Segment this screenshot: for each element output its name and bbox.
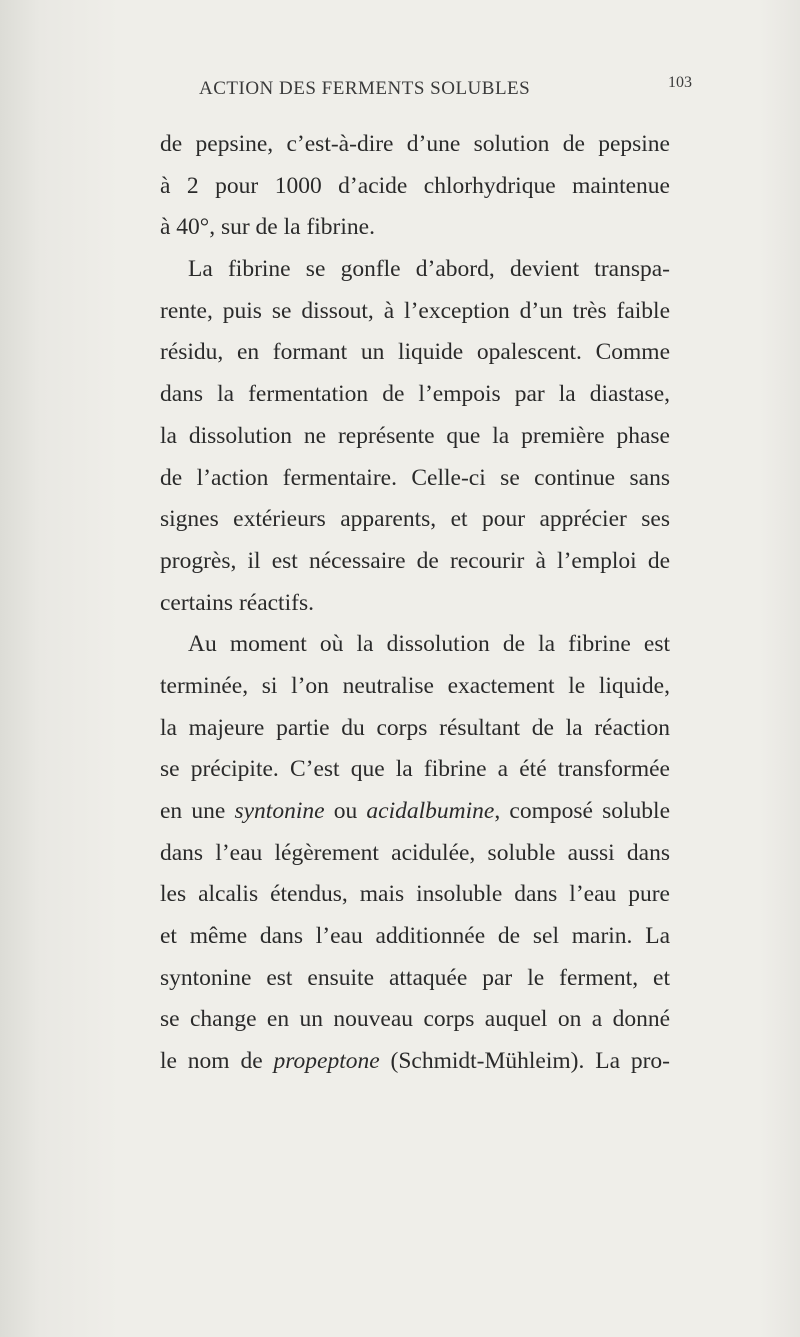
running-title: ACTION DES FERMENTS SOLUBLES <box>199 78 531 99</box>
text-line: à 40°, sur de la fibrine. <box>160 214 375 241</box>
text-line <box>160 1041 670 1083</box>
text-line: dans l’eau légèrement acidulée, soluble aussi dans <box>160 839 670 866</box>
text-line: à 2 pour 1000 d’acide chlorhydrique maintenue <box>160 172 670 199</box>
page-header <box>0 74 800 108</box>
text-line: certains réactifs. <box>160 589 314 616</box>
text-line: syntonine est ensuite attaquée par le ferment, et <box>160 964 670 991</box>
text-line: terminée, si l’on neutralise exactement le liquide, <box>160 672 670 699</box>
text-line: résidu, en formant un liquide opalescent. Comme <box>160 339 670 366</box>
text-line: et même dans l’eau additionnée de sel marin. La <box>160 923 670 950</box>
text-line: La fibrine se gonfle d’abord, devient transpa- <box>188 256 670 283</box>
text-line: les alcalis étendus, mais insoluble dans l’eau pure <box>160 881 670 908</box>
text-segment: , composé soluble <box>494 798 670 824</box>
text-segment: (Schmidt-Mühleim). La pro- <box>379 1048 670 1075</box>
text-line: Au moment où la dissolution de la fibrine est <box>188 631 670 658</box>
paragraph-1 <box>160 124 670 249</box>
text-segment: ou <box>324 798 367 824</box>
text-segment: en une <box>160 798 235 824</box>
text-line: la dissolution ne représente que la première phase <box>160 422 670 449</box>
text-line: dans la fermentation de l’empois par la diastase, <box>160 381 670 408</box>
italic-term: syntonine <box>234 798 325 824</box>
page-number: 103 <box>668 74 692 91</box>
text-line: se précipite. C’est que la fibrine a été transformée <box>160 756 670 783</box>
text-line: signes extérieurs apparents, et pour apprécier ses <box>160 506 670 533</box>
text-line: la majeure partie du corps résultant de la réaction <box>160 714 670 741</box>
text-line: de l’action fermentaire. Celle-ci se continue sans <box>160 464 670 491</box>
paragraph-2 <box>160 249 670 624</box>
italic-term: acidalbumine <box>366 798 495 824</box>
text-line: de pepsine, c’est-à-dire d’une solution de pepsine <box>160 131 670 157</box>
text-line <box>160 791 670 833</box>
text-segment: le nom de <box>160 1048 274 1075</box>
body-text <box>160 124 670 1083</box>
paragraph-3 <box>160 624 670 1083</box>
text-line: se change en un nouveau corps auquel on a donné <box>160 1006 670 1033</box>
italic-term: propeptone <box>273 1048 380 1075</box>
text-line: rente, puis se dissout, à l’exception d’un très faible <box>160 297 670 324</box>
text-line: progrès, il est nécessaire de recourir à l’emploi de <box>160 547 670 574</box>
